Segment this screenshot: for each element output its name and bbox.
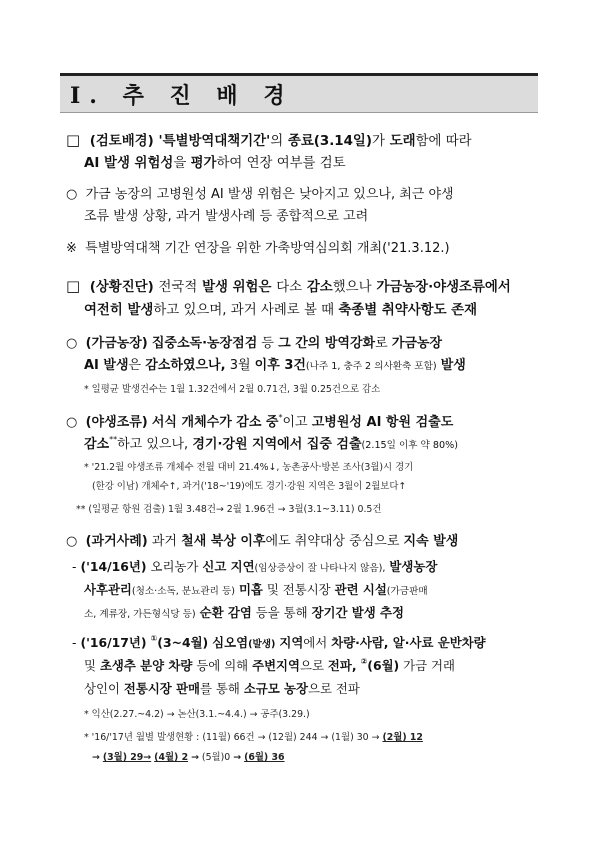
case1617-footnote1 bbox=[84, 706, 310, 720]
case-text: 상인이 bbox=[84, 681, 120, 696]
arrow-text: → bbox=[233, 752, 242, 763]
case-term: 발생농장 bbox=[389, 559, 438, 574]
arrow-text: → bbox=[92, 752, 100, 763]
farm-detail: (나주 1, 충주 2 의사환축 포함) bbox=[305, 361, 437, 372]
farm-term: 발생 bbox=[440, 358, 466, 373]
p1-note bbox=[66, 237, 450, 256]
p1-line1 bbox=[66, 130, 472, 149]
farm-term: 집중소독·농장점검 bbox=[151, 336, 258, 351]
footnote-mark: * bbox=[84, 384, 89, 395]
past-label: (과거사례) bbox=[85, 534, 148, 549]
p1-term: 종료(3.14일) bbox=[287, 134, 372, 149]
p1-circle-line1 bbox=[66, 183, 454, 202]
footnote-text: '21.2월 야생조류 개체수 전월 대비 21.4%↓, 농촌공사·방본 조사(3월)시 경기 bbox=[91, 462, 414, 473]
case-term: 전파, bbox=[327, 658, 357, 673]
case-text: 으로 전파 bbox=[308, 681, 360, 696]
case-detail: (가금판매 bbox=[386, 586, 428, 597]
case-text: 오리농가 bbox=[150, 559, 199, 574]
case-text: 및 bbox=[84, 658, 96, 673]
p2-text: 하고 있으며, 과거 사례로 볼 때 bbox=[153, 303, 335, 318]
circled-number: ② bbox=[360, 657, 368, 666]
past-line1 bbox=[66, 530, 458, 549]
case1617-line2 bbox=[84, 656, 455, 674]
footnote-text: '16/'17년 월별 발생현황 : (11월) 66건 → (12월) 244 → (1월) 30 → bbox=[91, 732, 380, 743]
footnote-text: 익산(2.27.~4.2) → 논산(3.1.~4.4.) → 공주(3.29.) bbox=[91, 709, 310, 720]
footnote-highlight: (6월) 36 bbox=[244, 752, 285, 763]
p1-text: 특별방역대책 기간 연장을 위한 가축방역심의회 개최('21.3.12.) bbox=[85, 241, 450, 256]
case-term: 장기간 발생 추정 bbox=[311, 605, 404, 620]
p1-label: (검토배경) bbox=[89, 134, 154, 149]
p1-text: 하여 연장 여부를 검토 bbox=[216, 156, 346, 171]
case-text: 등에 의해 bbox=[196, 658, 249, 673]
wild-line2 bbox=[84, 433, 458, 452]
p2-term: 발생 위험은 bbox=[202, 280, 272, 295]
past-term: 지속 발생 bbox=[403, 534, 459, 549]
p2-text: 했으나 bbox=[332, 280, 372, 295]
case1416-line2 bbox=[84, 580, 428, 598]
case-text: 및 전통시장 bbox=[266, 582, 331, 597]
case1617-line1 bbox=[72, 633, 486, 651]
case-term: 전통시장 판매 bbox=[123, 681, 201, 696]
case-term: (3~4월) bbox=[157, 635, 209, 650]
footnote-ref: ** bbox=[109, 435, 118, 444]
farm-term: 이후 3건 bbox=[254, 358, 306, 373]
section-header bbox=[60, 73, 538, 113]
case1617-line3 bbox=[84, 679, 360, 697]
dash-bullet: - bbox=[72, 635, 77, 650]
p1-text: 가금 농장의 고병원성 AI 발생 위험은 낮아지고 있으나, 최근 야생 bbox=[85, 187, 454, 202]
case1416-line3 bbox=[84, 603, 404, 621]
wild-line1 bbox=[66, 411, 453, 430]
section-title: Ⅰ. 추 진 배 경 bbox=[70, 83, 294, 109]
wild-text: 하고 있으나, bbox=[117, 437, 189, 452]
p2-term: 가금농장·야생조류에서 bbox=[376, 280, 511, 295]
wild-detail: (2.15일 이후 약 80%) bbox=[361, 440, 458, 451]
case-text: 으로 bbox=[299, 658, 324, 673]
case-text: 가금 거래 bbox=[403, 658, 455, 673]
case-term: 관련 시설 bbox=[334, 582, 387, 597]
farm-label: (가금농장) bbox=[85, 336, 148, 351]
p2-line1 bbox=[66, 276, 511, 295]
dash-bullet: - bbox=[72, 559, 77, 574]
farm-term: 감소하였으나, bbox=[145, 358, 226, 373]
p1-text: 함에 따라 bbox=[415, 134, 472, 149]
past-term: 철새 북상 이후 bbox=[181, 534, 266, 549]
wild-footnote1-cont: (한강 이남) 개체수↑, 과거('18~'19)에도 경기·강원 지역은 3월이 2월보다↑ bbox=[92, 481, 407, 492]
case1617-footnote2-cont bbox=[92, 749, 285, 763]
wild-footnote2 bbox=[76, 501, 381, 515]
past-text: 과거 bbox=[151, 534, 177, 549]
p2-line2 bbox=[84, 299, 477, 318]
footnote-ref: * bbox=[278, 413, 283, 422]
case-term: 사후관리 bbox=[84, 582, 132, 597]
wild-term: 감소 bbox=[84, 437, 110, 452]
p1-term: 평가 bbox=[190, 156, 217, 171]
p1-term: AI 발생 위험성 bbox=[84, 156, 174, 171]
p2-text: 전국적 bbox=[158, 280, 198, 295]
square-bullet: □ bbox=[66, 277, 81, 295]
farm-text: 은 bbox=[128, 358, 142, 373]
case-detail: (임상증상이 잘 나타나지 않음), bbox=[254, 563, 386, 574]
case-detail: (청소·소독, 분뇨관리 등) bbox=[131, 586, 235, 597]
farm-term: AI 발생 bbox=[84, 358, 129, 373]
wild-label: (야생조류) bbox=[85, 415, 148, 430]
case-term: 순환 감염 bbox=[199, 605, 252, 620]
case-detail: (발생) bbox=[248, 639, 276, 650]
square-bullet: □ bbox=[66, 131, 81, 149]
case-term: 초생추 분양 차량 bbox=[99, 658, 193, 673]
p1-text: 을 bbox=[173, 156, 187, 171]
case-term: (6월) bbox=[367, 658, 400, 673]
case-text: 에서 bbox=[303, 635, 328, 650]
footnote-mark: * bbox=[84, 462, 89, 473]
footnote-text: (5월)0 bbox=[201, 752, 231, 763]
circle-bullet: ○ bbox=[66, 187, 78, 202]
p1-text: 의 bbox=[270, 134, 284, 149]
case-term: 심오염 bbox=[212, 635, 249, 650]
case-term: 미흡 bbox=[238, 582, 263, 597]
case-term: 주변지역 bbox=[252, 658, 300, 673]
past-text: 에도 취약대상 중심으로 bbox=[265, 534, 400, 549]
case-label: ('14/16년) bbox=[80, 559, 147, 574]
case-term: 소규모 농장 bbox=[243, 681, 308, 696]
footnote-highlight: (4월) 2 bbox=[154, 752, 189, 763]
case1416-line1 bbox=[72, 557, 437, 575]
footnote-highlight: (2월) 12 bbox=[382, 732, 423, 743]
circle-bullet: ○ bbox=[66, 415, 78, 430]
p1-term: 도래 bbox=[389, 134, 416, 149]
footnote-mark: * bbox=[84, 709, 89, 720]
case-term: 차량·사람, 알·사료 운반차량 bbox=[331, 635, 486, 650]
footnote-highlight: (3월) 29→ bbox=[102, 752, 152, 763]
arrow-text: → bbox=[191, 752, 199, 763]
wild-term: 경기·강원 지역에서 집중 검출 bbox=[192, 437, 362, 452]
farm-term: 그 간의 방역강화 bbox=[278, 336, 376, 351]
footnote-text: (일평균 항원 검출) 1월 3.48건→ 2월 1.96건 → 3월(3.1~3.11) 0.5건 bbox=[88, 504, 382, 515]
p2-term: 감소 bbox=[306, 280, 333, 295]
p2-term: 축종별 취약사항도 존재 bbox=[338, 303, 478, 318]
case-term: 신고 지연 bbox=[202, 559, 255, 574]
circle-bullet: ○ bbox=[66, 336, 78, 351]
circled-number: ① bbox=[150, 634, 158, 643]
case-detail: 소, 계류장, 가든형식당 등) bbox=[84, 609, 196, 620]
p2-term: 여전히 발생 bbox=[84, 303, 154, 318]
farm-text: 등 bbox=[261, 336, 274, 351]
farm-text: 3월 bbox=[229, 358, 251, 373]
p1-circle-line2: 조류 발생 상황, 과거 발생사례 등 종합적으로 고려 bbox=[84, 209, 369, 224]
case-text: 등을 통해 bbox=[255, 605, 308, 620]
farm-line2 bbox=[84, 354, 466, 373]
case-term: 지역 bbox=[279, 635, 304, 650]
footnote-mark: * bbox=[84, 732, 89, 743]
p2-text: 다소 bbox=[276, 280, 303, 295]
wild-footnote1 bbox=[84, 459, 413, 473]
p1-line2 bbox=[84, 152, 346, 171]
reference-mark: ※ bbox=[66, 241, 77, 256]
p1-term: '특별방역대책기간' bbox=[158, 134, 271, 149]
case1617-footnote2 bbox=[84, 729, 423, 743]
footnote-mark: ** bbox=[76, 504, 86, 515]
p1-text: 가 bbox=[372, 134, 385, 149]
p2-label: (상황진단) bbox=[89, 280, 154, 295]
wild-text: 이고 bbox=[282, 415, 308, 430]
wild-term: 고병원성 AI 항원 검출도 bbox=[311, 415, 454, 430]
farm-footnote bbox=[84, 381, 380, 395]
circle-bullet: ○ bbox=[66, 534, 78, 549]
case-text: 를 통해 bbox=[200, 681, 240, 696]
farm-line1 bbox=[66, 332, 442, 351]
footnote-text: 일평균 발생건수는 1월 1.32건에서 2월 0.71건, 3월 0.25건으로 감소 bbox=[91, 384, 381, 395]
farm-text: 로 bbox=[375, 336, 388, 351]
wild-term: 서식 개체수가 감소 중 bbox=[151, 415, 279, 430]
farm-term: 가금농장 bbox=[391, 336, 443, 351]
case-label: ('16/17년) bbox=[80, 635, 147, 650]
